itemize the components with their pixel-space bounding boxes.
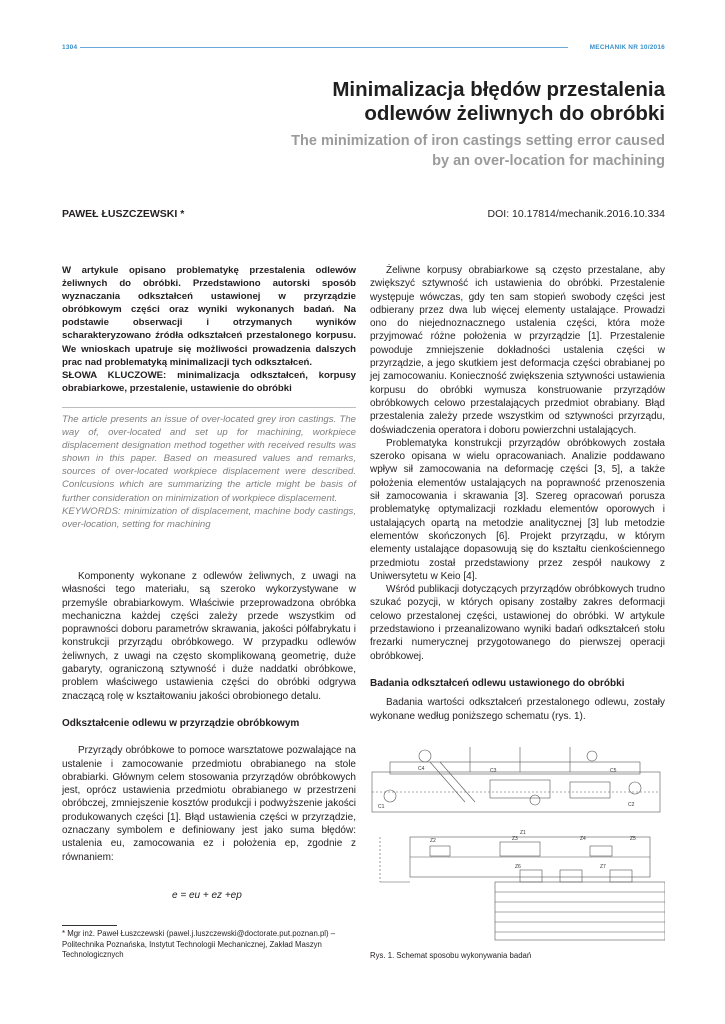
- equation: e = eu + ez +ep: [172, 890, 242, 901]
- right-body: [370, 264, 665, 723]
- left-body: [62, 570, 356, 864]
- figure-label: Z2: [430, 838, 436, 844]
- header-rule: [80, 47, 568, 48]
- title-english-line: The minimization of iron castings setting error caused: [291, 133, 665, 149]
- figure-label: C1: [378, 804, 385, 810]
- section-heading: Odkształcenie odlewu w przyrządzie obróbkowym: [62, 717, 300, 729]
- figure-label: Z1: [520, 830, 526, 836]
- figure-label: C4: [418, 766, 425, 772]
- title-polish-line: Minimalizacja błędów przestalenia: [332, 78, 665, 101]
- figure-caption: Rys. 1. Schemat sposobu wykonywania badań: [370, 951, 532, 960]
- paragraph: Przyrządy obróbkowe to pomoce warsztatowe pozwalające na ustalenie i zamocowanie przedmiotu obrabianego na stole obrabiarki. Głównym celem stosowania przyrządów obróbkowych jest, oprócz ustawienia przedmiotu obrabianego w przestrzeni obróbczej, zmniejszenie kosztów produkcji i podwyższenie jakości produkowanych części [1]. Błąd ustawienia części w przyrządzie, oznaczany symbolem e definiowany jest jako suma błędów: ustalenia eu, zamocowania ez i położenia ep, zgodnie z równaniem:: [62, 745, 356, 863]
- abstract-english-block: [62, 413, 356, 531]
- figure-schematic: [370, 742, 665, 942]
- title-polish: [145, 78, 665, 126]
- title-english: [145, 131, 665, 171]
- footnote-rule: [62, 925, 117, 926]
- abstract-divider: [62, 407, 356, 408]
- title-polish-line: odlewów żeliwnych do obróbki: [364, 102, 665, 125]
- figure-label: Z4: [580, 836, 586, 842]
- page-number: 1304: [62, 44, 78, 51]
- section-heading: Badania odkształceń odlewu ustawionego do obróbki: [370, 677, 625, 689]
- figure-label: C2: [628, 802, 635, 808]
- abstract-block: [62, 264, 356, 395]
- figure-label: Z6: [515, 864, 521, 870]
- paragraph: Badania wartości odkształceń przestalonego odlewu, zostały wykonane według poniższego schematu (rys. 1).: [370, 697, 665, 722]
- keywords-english: KEYWORDS: minimization of displacement, machine body castings, over-location, setting for machining: [62, 505, 356, 530]
- paragraph: Komponenty wykonane z odlewów żeliwnych, z uwagi na własności tego materiału, są szeroko wykorzystywane w przemyśle obrabiarkowym. Właściwie przeprowadzona obróbka mechaniczna każdej części zależy przede wszystkim od poprawności doboru parametrów skrawania, jakości półfabrykatu i konstrukcji przyrządu obróbkowego. W przypadku odlewów żeliwnych, z uwagi na często skomplikowaną geometrię, duże gabaryty, ograniczoną sztywność i duże naddatki obróbkowe, problem właściwego ustawienia części do obróbki odgrywa znaczącą rolę w kształtowaniu jakości obrobionego detalu.: [62, 571, 356, 702]
- figure-label: Z5: [630, 836, 636, 842]
- figure-label: C5: [610, 768, 617, 774]
- abstract-polish: W artykule opisano problematykę przestalenia odlewów żeliwnych do obróbki. Przedstawiono autorski sposób wyznaczania odkształceń ustawionej w przyrządzie obróbkowym części oraz wyniki wykonanych badań. Na podstawie obserwacji i otrzymanych wyników scharakteryzowano źródła odkształceń przestalonego korpusu. We wnioskach upatruje się możliwości prowadzenia dalszych prac nad problematyką minimalizacji tych odkształceń.: [62, 265, 356, 368]
- figure-label: Z7: [600, 864, 606, 870]
- paragraph: Żeliwne korpusy obrabiarkowe są często przestalane, aby zwiększyć sztywność ich ustawienia do obróbki. Przestalenie występuje wówczas, gdy ten sam stopień swobody części jest odbierany przez dwa lub więcej elementy ustalające. Prowadzi ono do niejednoznacznego ustalenia części, która może przyjmować różne położenia w przyrządzie [1]. Przestalenie powoduje zmniejszenie dokładności ustalenia części w przyrządzie, a jego skutkiem jest deformacja części obrabianej po jej zamocowaniu. Konieczność zwiększenia sztywności ustawienia korpusu do obróbki wymusza konstruowanie przyrządów obróbkowych celowo przestalających przedmiot obrabiany. Błąd przestalenia zależy przede wszystkim od sztywności przyrządu, doświadczenia operatora i doboru powierzchni ustalających.: [370, 265, 665, 436]
- paragraph: Wśród publikacji dotyczących przyrządów obróbkowych trudno szukać pozycji, w których opisany zostałby zakres deformacji celowo przestalonej części, ustawionej do obróbki. W artykule przedstawiono i przeanalizowano wyniki badań odkształceń stołu frezarki numerycznej przygotowanego do pierwszej operacji obróbkowej.: [370, 584, 665, 662]
- journal-name: MECHANIK NR 10/2016: [589, 44, 665, 51]
- paragraph: Problematyka konstrukcji przyrządów obróbkowych została szeroko opisana w wielu opracowaniach. Analizie poddawano wpływ sił zamocowania na deformację części [3, 5], a także położenia elementów ustalających na poprawność przenoszenia sił zamocowania i skrawania [3]. Szereg opracowań porusza problematykę optymalizacji rozkładu elementów oporowych i ustalających opartą na metodzie analitycznej [3] lub metodzie elementów skończonych [6]. Projekt przyrządu, w którym elementy ustalające dopasowują się do kształtu cienkościennego przedmiotu został przedstawiony przez zespół naukowy z Uniwersytetu w Keio [4].: [370, 437, 665, 582]
- figure-label: Z3: [512, 836, 518, 842]
- abstract-english: The article presents an issue of over-located grey iron castings. The way of, over-located and set up for machining, workpiece displacement designation method together with received results was shown in this paper. Based on measured values and remarks, sources of over-located workpiece displacement were described. Conlcusions which are summarizing the article might be basis of further consideration on minimization of workpiece displacement.: [62, 414, 356, 504]
- footnote: * Mgr inż. Paweł Łuszczewski (pawel.j.luszczewski@doctorate.put.poznan.pl) – Politechnika Poznańska, Instytut Technologii Mechanicznej, Zakład Maszyn Technologicznych: [62, 929, 336, 960]
- title-english-line: by an over-location for machining: [432, 153, 665, 169]
- author: PAWEŁ ŁUSZCZEWSKI *: [62, 208, 185, 220]
- figure-label: C3: [490, 768, 497, 774]
- keywords-polish: SŁOWA KLUCZOWE: minimalizacja odkształceń, korpusy obrabiarkowe, przestalenie, ustawienie do obróbki: [62, 369, 356, 394]
- doi: DOI: 10.17814/mechanik.2016.10.334: [487, 208, 665, 220]
